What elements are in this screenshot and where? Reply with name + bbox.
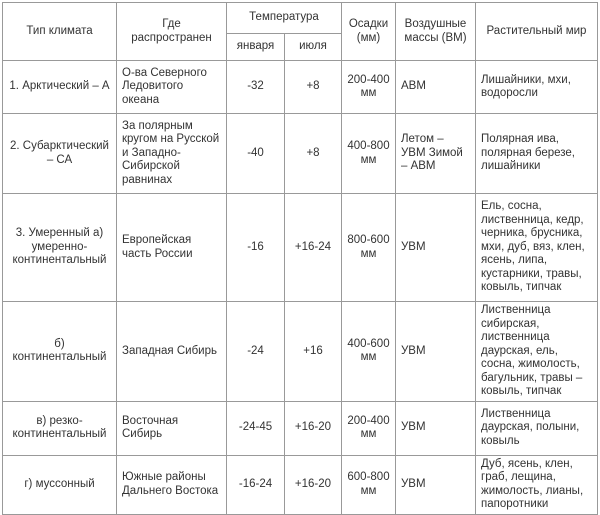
cell-precipitation: 800-600 мм [342, 194, 396, 302]
table-row [3, 302, 598, 402]
cell-january: -24-45 [227, 401, 285, 455]
cell-july: +16-20 [285, 455, 342, 514]
cell-where: О-ва Северного Ледовитого океана [117, 61, 227, 114]
cell-where: Южные районы Дальнего Востока [117, 455, 227, 514]
cell-precipitation: 200-400 мм [342, 401, 396, 455]
cell-climate-type: б) континентальный [3, 302, 117, 402]
header-air-masses: Воздушные массы (ВМ) [396, 3, 476, 61]
table-row [3, 114, 598, 194]
header-precipitation: Осадки (мм) [342, 3, 396, 61]
cell-january: -24 [227, 302, 285, 402]
cell-climate-type: в) резко-континентальный [3, 401, 117, 455]
cell-january: -16-24 [227, 455, 285, 514]
cell-vegetation: Лишайники, мхи, водоросли [476, 61, 598, 114]
cell-air-masses: УВМ [396, 455, 476, 514]
cell-climate-type: 1. Арктический – А [3, 61, 117, 114]
cell-vegetation: Полярная ива, полярная березе, лишайники [476, 114, 598, 194]
cell-where: Европейская часть России [117, 194, 227, 302]
cell-july: +16-20 [285, 401, 342, 455]
header-july: июля [285, 34, 342, 61]
cell-climate-type: г) муссонный [3, 455, 117, 514]
cell-air-masses: Летом – УВМ Зимой – АВМ [396, 114, 476, 194]
cell-vegetation: Ель, сосна, лиственница, кедр, черника, брусника, мхи, дуб, вяз, клен, ясень, липа, кустарники, травы, ковыль, типчак [476, 194, 598, 302]
header-vegetation: Растительный мир [476, 3, 598, 61]
cell-where: Восточная Сибирь [117, 401, 227, 455]
cell-july: +8 [285, 114, 342, 194]
cell-air-masses: УВМ [396, 302, 476, 402]
cell-precipitation: 400-600 мм [342, 302, 396, 402]
cell-july: +16-24 [285, 194, 342, 302]
header-climate-type: Тип климата [3, 3, 117, 61]
cell-where: Западная Сибирь [117, 302, 227, 402]
table-row [3, 61, 598, 114]
cell-climate-type: 3. Умеренный а) умеренно-континентальный [3, 194, 117, 302]
cell-air-masses: УВМ [396, 194, 476, 302]
cell-july: +8 [285, 61, 342, 114]
cell-vegetation: Лиственница даурская, полыни, ковыль [476, 401, 598, 455]
cell-precipitation: 600-800 мм [342, 455, 396, 514]
header-january: января [227, 34, 285, 61]
cell-january: -40 [227, 114, 285, 194]
cell-january: -32 [227, 61, 285, 114]
cell-july: +16 [285, 302, 342, 402]
table-row [3, 194, 598, 302]
cell-air-masses: АВМ [396, 61, 476, 114]
cell-where: За полярным кругом на Русской и Западно-Сибирской равнинах [117, 114, 227, 194]
cell-vegetation: Дуб, ясень, клен, граб, лещина, жимолость, лианы, папоротники [476, 455, 598, 514]
cell-air-masses: УВМ [396, 401, 476, 455]
cell-january: -16 [227, 194, 285, 302]
header-temperature: Температура [227, 3, 342, 34]
cell-climate-type: 2. Субарктический – СА [3, 114, 117, 194]
climate-table [2, 2, 598, 515]
cell-precipitation: 400-800 мм [342, 114, 396, 194]
header-where: Где распространен [117, 3, 227, 61]
cell-precipitation: 200-400 мм [342, 61, 396, 114]
table-row [3, 401, 598, 455]
table-row [3, 455, 598, 514]
header-row-top [3, 3, 598, 34]
cell-vegetation: Лиственница сибирская, лиственница даурская, ель, сосна, жимолость, багульник, травы – ковыль, типчак [476, 302, 598, 402]
